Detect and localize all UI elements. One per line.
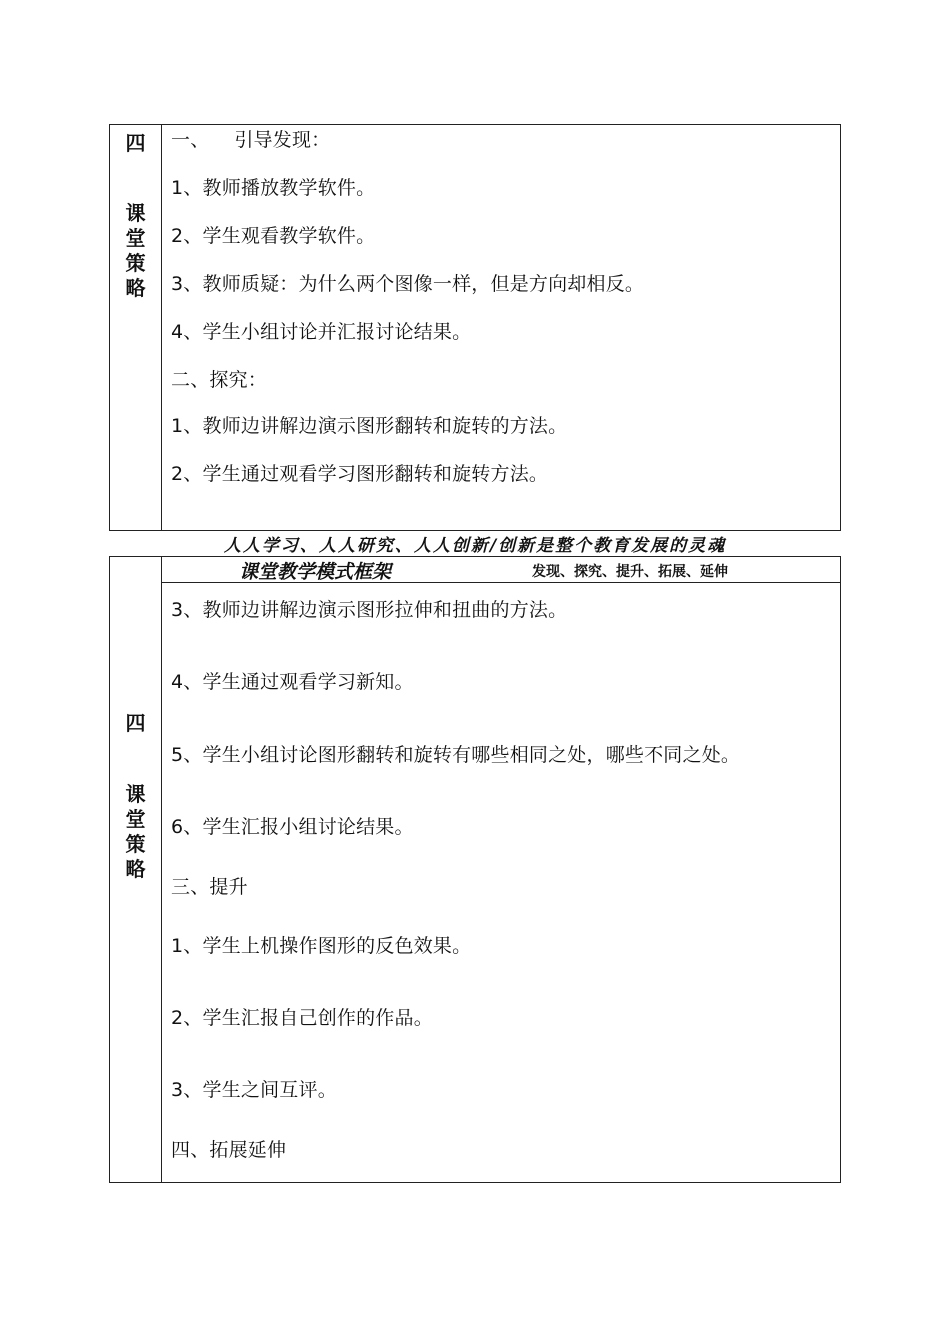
section-title-char: 策 (125, 251, 146, 275)
lesson-table-2 (109, 556, 841, 1183)
content-line: 5、学生小组讨论图形翻转和旋转有哪些相同之处，哪些不同之处。 (171, 744, 741, 766)
framework-title: 课堂教学模式框架 (239, 561, 392, 583)
content-line: 2、学生汇报自己创作的作品。 (171, 1007, 433, 1029)
section-title-char: 堂 (125, 807, 146, 831)
content-line: 四、拓展延伸 (171, 1139, 287, 1161)
content-line: 1、教师边讲解边演示图形翻转和旋转的方法。 (171, 415, 568, 437)
section-label-cell (110, 125, 162, 530)
framework-header (161, 557, 840, 583)
framework-subtitle: 发现、探究、提升、拓展、延伸 (532, 564, 728, 580)
section-title-char: 略 (125, 276, 146, 300)
content-line: 3、教师质疑：为什么两个图像一样，但是方向却相反。 (171, 273, 645, 295)
lesson-table-1 (109, 124, 841, 531)
section-title-char: 课 (125, 201, 146, 225)
section-title (110, 782, 161, 882)
content-line: 1、学生上机操作图形的反色效果。 (171, 935, 472, 957)
content-line: 2、学生观看教学软件。 (171, 225, 376, 247)
motto-banner: 人人学习、人人研究、人人创新/创新是整个教育发展的灵魂 (223, 536, 727, 556)
content-line: 3、教师边讲解边演示图形拉伸和扭曲的方法。 (171, 599, 568, 621)
section-title (110, 201, 161, 301)
section-title-char: 略 (125, 857, 146, 881)
section-label-cell (110, 557, 162, 1182)
section-title-char: 堂 (125, 226, 146, 250)
content-line: 6、学生汇报小组讨论结果。 (171, 816, 414, 838)
content-line: 3、学生之间互评。 (171, 1079, 337, 1101)
content-line: 二、探究： (171, 369, 268, 391)
content-line: 三、提升 (171, 876, 248, 898)
content-line: 4、学生通过观看学习新知。 (171, 671, 414, 693)
section-title-char: 策 (125, 832, 146, 856)
content-line: 一、 引导发现： (171, 129, 331, 151)
content-line: 4、学生小组讨论并汇报讨论结果。 (171, 321, 472, 343)
section-title-char: 课 (125, 782, 146, 806)
section-number: 四 (125, 711, 146, 735)
content-line: 1、教师播放教学软件。 (171, 177, 376, 199)
section-number: 四 (125, 131, 146, 155)
content-line: 2、学生通过观看学习图形翻转和旋转方法。 (171, 463, 549, 485)
